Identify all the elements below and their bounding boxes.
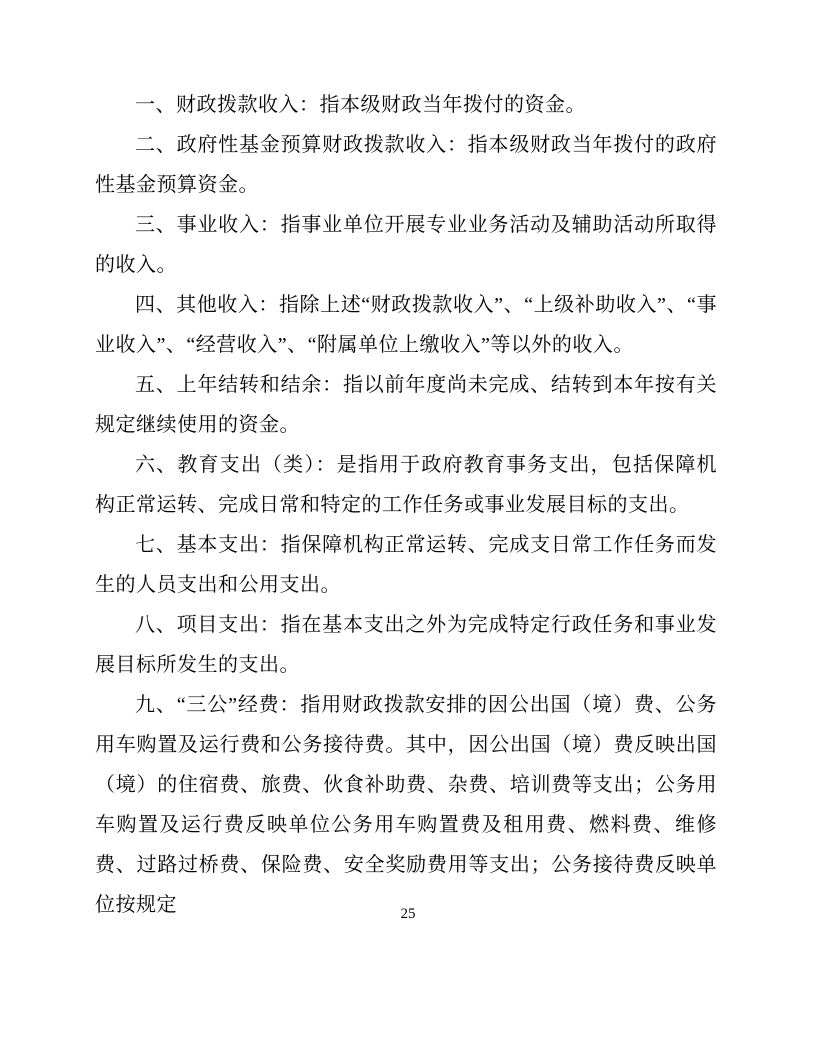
paragraph-carryover-surplus: 五、上年结转和结余：指以前年度尚未完成、结转到本年按有关规定继续使用的资金。 [95,374,717,436]
page-number: 25 [400,906,416,922]
paragraph-project-expenditure: 八、项目支出：指在基本支出之外为完成特定行政任务和事业发展目标所发生的支出。 [95,614,717,676]
document-body [95,85,717,925]
paragraph-income-fiscal-appropriation: 一、财政拨款收入：指本级财政当年拨付的资金。 [135,94,586,116]
paragraph-income-operating: 三、事业收入：指事业单位开展专业业务活动及辅助活动所取得的收入。 [95,214,717,276]
paragraph-education-expenditure: 六、教育支出（类）：是指用于政府教育事务支出，包括保障机构正常运转、完成日常和特定的工作任务或事业发展目标的支出。 [95,454,717,516]
paragraph-basic-expenditure: 七、基本支出：指保障机构正常运转、完成支日常工作任务而发生的人员支出和公用支出。 [95,534,717,596]
paragraph-income-other: 四、其他收入：指除上述“财政拨款收入”、“上级补助收入”、“事业收入”、“经营收入”、“附属单位上缴收入”等以外的收入。 [95,294,717,356]
paragraph-income-gov-fund-budget: 二、政府性基金预算财政拨款收入：指本级财政当年拨付的政府性基金预算资金。 [95,134,717,196]
paragraph-three-public-funds: 九、“三公”经费：指用财政拨款安排的因公出国（境）费、公务用车购置及运行费和公务接待费。其中，因公出国（境）费反映出国（境）的住宿费、旅费、伙食补助费、杂费、培训费等支出；公务用车购置及运行费反映单位公务用车购置费及租用费、燃料费、维修费、过路过桥费、保险费、安全奖励费用等支出；公务接待费反映单位按规定 [95,694,717,916]
